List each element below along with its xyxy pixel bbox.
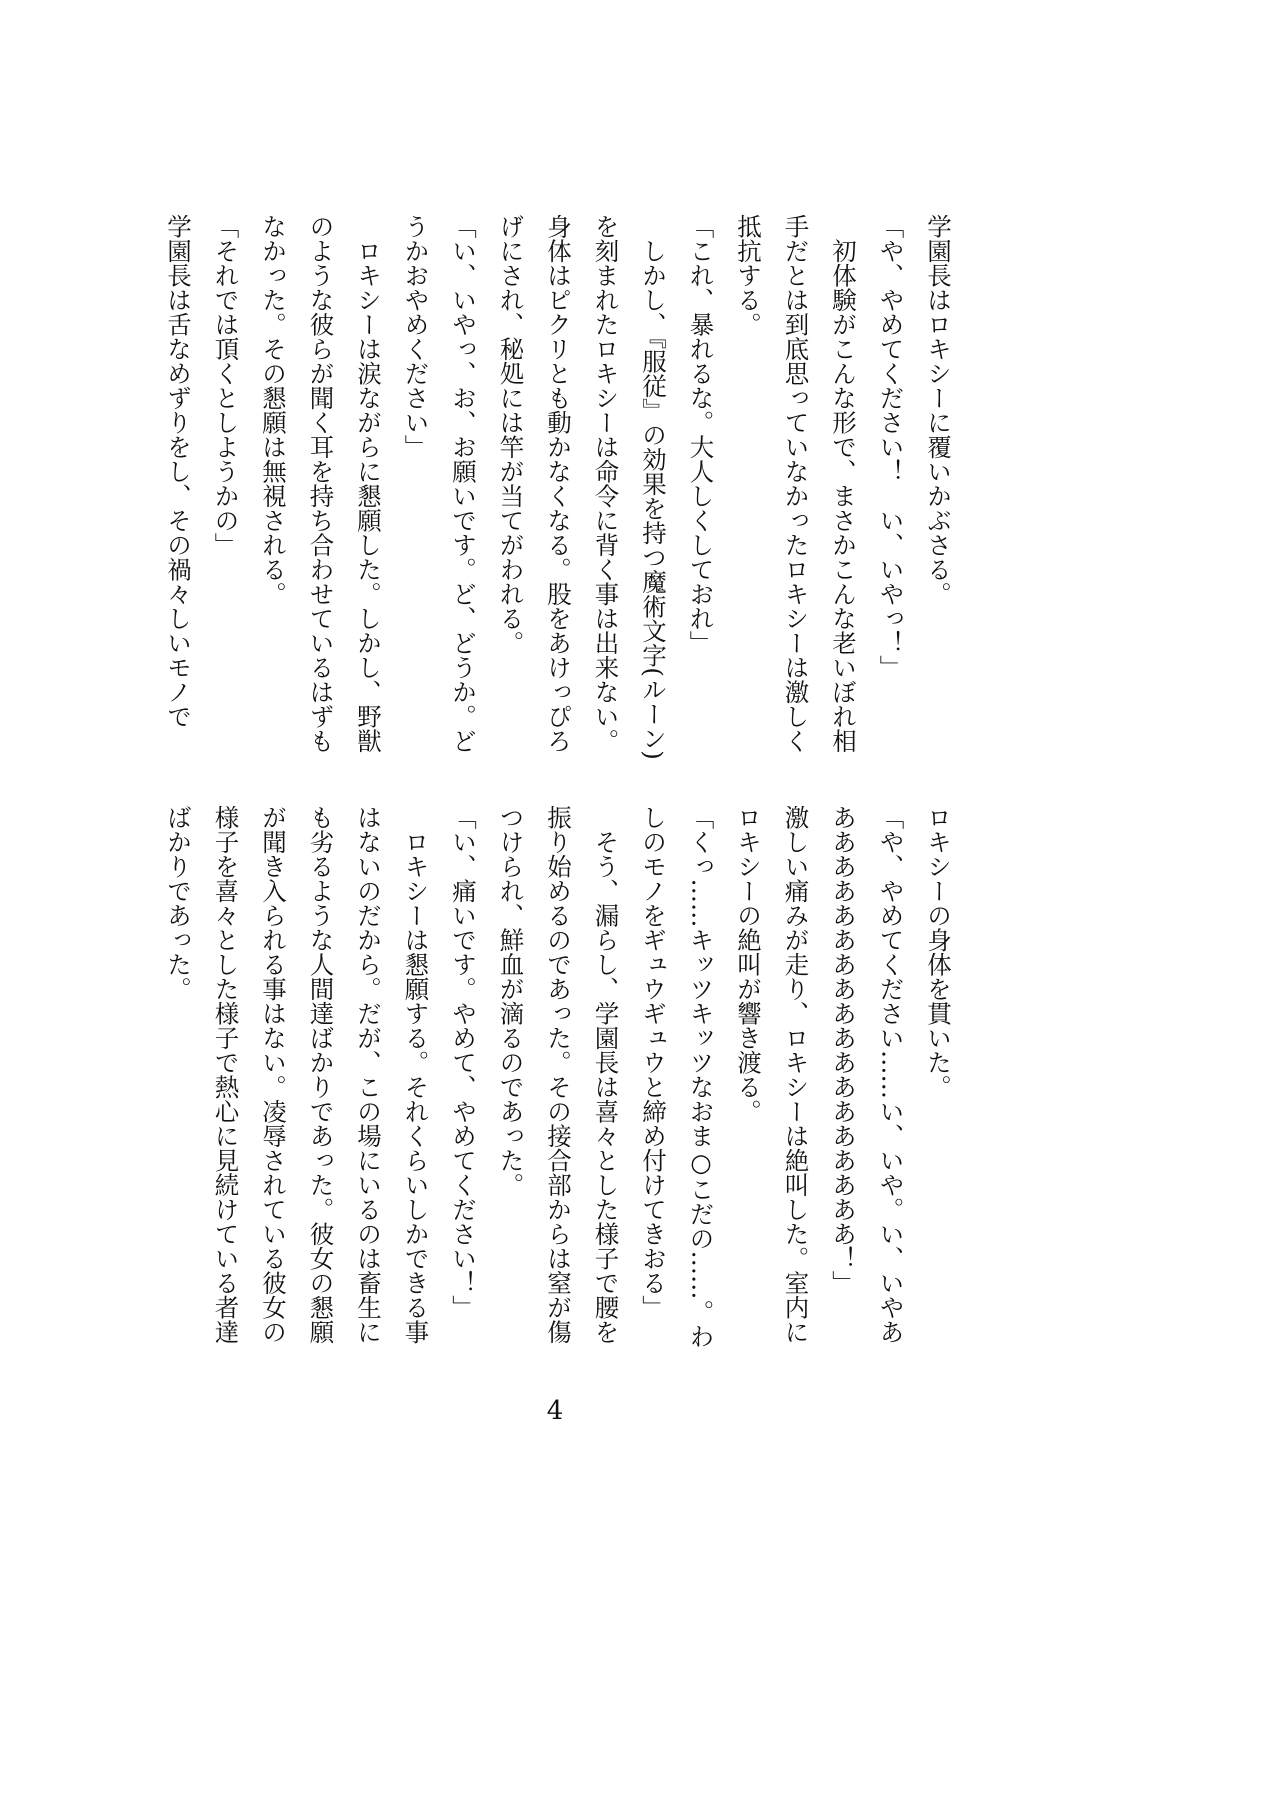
- text-line: 「い、いやっ、お、お願いです。ど、どうか。ど: [449, 214, 478, 753]
- text-line: 初体験がこんな形で、まさかこんな老いぼれ相: [829, 214, 858, 753]
- text-line: 学園長は舌なめずりをし、その禍々しいモノで: [164, 214, 193, 729]
- text-line: ああああああああああああああああああ！」: [829, 805, 858, 1295]
- text-line: しかし、『服従』の効果を持つ魔術文字(ルーン): [639, 214, 668, 760]
- text-line: つけられ、鮮血が滴るのであった。: [496, 805, 526, 1197]
- text-line: ロキシーの身体を貫いた。: [924, 805, 953, 1099]
- text-line: ロキシーは懇願する。それくらいしかできる事: [401, 805, 431, 1344]
- text-line: のような彼らが聞く耳を持ち合わせているはずも: [306, 214, 336, 753]
- text-line: 「い、痛いです。やめて、やめてください！」: [449, 805, 478, 1320]
- text-line: なかった。その懇願は無視される。: [259, 214, 288, 606]
- text-line: 抵抗する。: [734, 214, 763, 337]
- page-number: 4: [546, 1396, 564, 1426]
- text-line: も劣るような人間達ばかりであった。彼女の懇願: [306, 805, 336, 1344]
- text-block-top: [155, 214, 963, 774]
- text-line: そう、漏らし、学園長は喜々とした様子で腰を: [591, 805, 621, 1344]
- text-line: 「これ、暴れるな。大人しくしておれ」: [686, 214, 716, 655]
- text-line: うかおやめください」: [401, 214, 431, 459]
- text-block-bottom: [155, 805, 963, 1365]
- text-line: ばかりであった。: [164, 805, 193, 1001]
- text-line: 「それでは頂くとしようかの」: [211, 214, 241, 557]
- text-line: しのモノをギュウギュウと締め付けてきおる」: [639, 805, 668, 1320]
- text-line: 激しい痛みが走り、ロキシーは絶叫した。室内に: [781, 805, 811, 1344]
- text-line: 手だとは到底思っていなかったロキシーは激しく: [781, 214, 811, 753]
- text-line: 学園長はロキシーに覆いかぶさる。: [924, 214, 953, 606]
- text-line: 「くっ……キッツキッツなおま○こだの……。わ: [686, 805, 716, 1349]
- text-line: 身体はピクリとも動かなくなる。股をあけっぴろ: [544, 214, 573, 753]
- text-line: ロキシーは涙ながらに懇願した。しかし、野獣: [354, 214, 383, 753]
- text-line: げにされ、秘処には竿が当てがわれる。: [496, 214, 526, 655]
- text-line: が聞き入られる事はない。凌辱されている彼女の: [259, 805, 288, 1344]
- text-line: 振り始めるのであった。その接合部からは窒が傷: [544, 805, 573, 1344]
- text-line: ロキシーの絶叫が響き渡る。: [734, 805, 763, 1124]
- text-line: 様子を喜々とした様子で熱心に見続けている者達: [211, 805, 241, 1344]
- text-line: を刻まれたロキシーは命令に背く事は出来ない。: [591, 214, 621, 753]
- text-line: 「や、やめてください！ い、いやっ！」: [876, 214, 906, 680]
- text-line: はないのだから。だが、この場にいるのは畜生に: [354, 805, 383, 1344]
- text-line: 「や、やめてください……い、いや。い、いやあ: [876, 805, 906, 1344]
